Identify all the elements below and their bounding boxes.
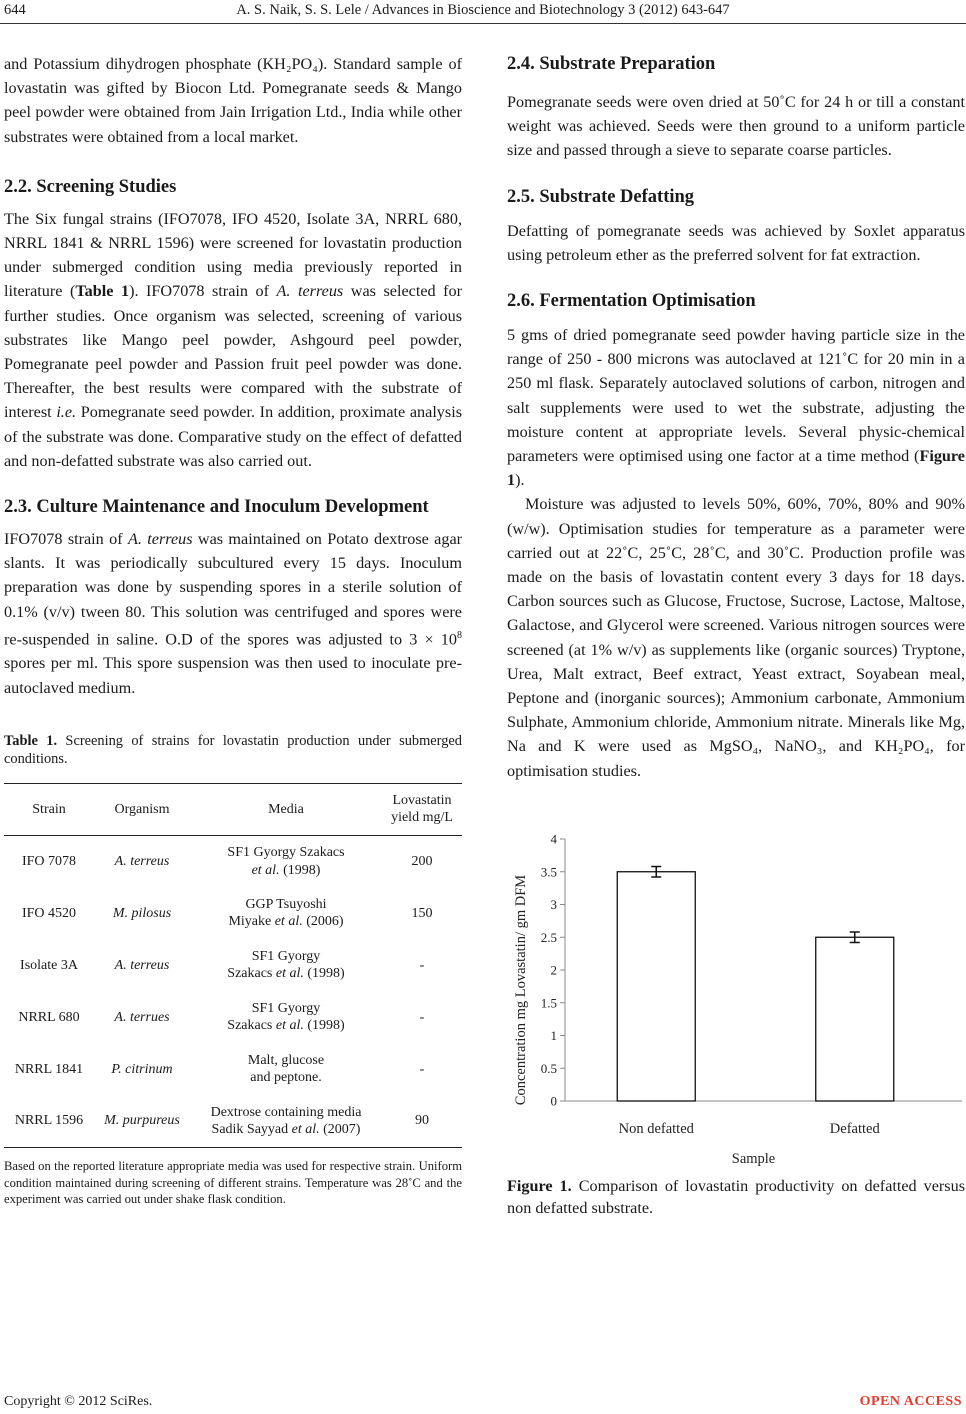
table-row: Isolate 3A A. terreus SF1 Gyorgy Szakacs et al. (1998) - (20, 948, 425, 982)
bar-defatted (816, 937, 894, 1101)
screening-paragraph: The Six fungal strains (IFO7078, IFO 4520, Isolate 3A, NRRL 680, NRRL 1841 & NRRL 1596) were screened for lovastatin production under submerged condition using media previously reported in literature (Table 1). IFO7078 strain of A. terreus was selected for further studies. Once organism was selected, screening of various substrates like Mango peel powder, Ashgourd peel powder, Pomegranate peel powder and Passion fruit peel powder was done. Thereafter, the best results were compared with the substrate of interest i.e. Pomegranate seed powder. In addition, proximate analysis of the substrate was done. Comparative study on the effect of defatted and non-defatted substrate was also carried out. (4, 209, 463, 470)
bar-chart-svg (507, 811, 965, 1171)
moisture-paragraph: Moisture was adjusted to levels 50%, 60%, 70%, 80% and 90% (w/w). Optimisation studies for temperature as a parameter were carried out at 22˚C, 25˚C, 28˚C, and 30˚C. Production profile was made on the basis of lovastatin content every 3 days for 18 days. Carbon sources such as Glucose, Fructose, Sucrose, Lactose, Maltose, Galactose, and Glycerol were screened. Various nitrogen sources were screened (at 1% w/v) as supplements like (organic sources) Tryptone, Urea, Malt extract, Beef extract, Yeast extract, Soyabean meal, Peptone and (inorganic sources); Ammonium carbonate, Ammonium Sulphate, Ammonium chloride, Ammonium nitrate. Minerals like Mg, Na and K were used as MgSO₄, NaNO₃, and KH₂PO₄, for optimisation studies. (507, 495, 965, 780)
right-column (507, 52, 965, 1219)
table-row: NRRL 1596 M. purpureus Dextrose containing media Sadik Sayyad et al. (2007) 90 (4, 1095, 462, 1147)
y-tick-label: 2 (550, 962, 557, 978)
header-rule (0, 23, 966, 24)
table-header-row (4, 783, 462, 835)
y-tick-label: 1 (550, 1027, 557, 1043)
fermentation-paragraph: 5 gms of dried pomegranate seed powder having particle size in the range of 250 - 800 microns was autoclaved at 121˚C for 20 min in a 250 ml flask. Separately autoclaved solutions of carbon, nitrogen and salt supplements were used to wet the substrate, adjusting the moisture content at appropriate levels. Several physic-chemical parameters were optimised using one factor at a time method (Figure 1). (507, 326, 965, 490)
culture-paragraph: IFO7078 strain of A. terreus was maintained on Potato dextrose agar slants. It was periodically subcultured every 15 days. Inoculum preparation was done by suspending spores in a sterile solution of 0.1% (v/v) tween 80. This solution was centrifuged and spores were re-suspended in saline. O.D of the spores was adjusted to $3 \times 10^8$ spores per ml. This spore suspension was then used to inoculate pre-autoclaved medium. (4, 530, 463, 697)
y-tick-label: 0.5 (540, 1060, 557, 1076)
table-row: IFO 4520 M. pilosus GGP Tsuyoshi Miyake et al. (2006) 150 (21, 896, 433, 930)
defatting-paragraph: Defatting of pomegranate seeds was achieved by Soxlet apparatus using petroleum ether as the preferred solvent for fat extraction. (507, 221, 965, 264)
substrate-heading: 2.4. Substrate Preparation (507, 54, 716, 74)
left-column (4, 52, 462, 1208)
figure-caption: Figure 1. Comparison of lovastatin productivity on defatted versus non defatted substrate. (507, 1176, 965, 1217)
defatting-heading: 2.5. Substrate Defatting (507, 186, 695, 207)
y-axis-title: Concentration mg Lovastatin/ gm DFM (513, 874, 529, 1106)
running-head (0, 0, 966, 24)
table-caption: Table 1. Screening of strains for lovastatin production under submerged conditions. (4, 732, 462, 768)
y-tick-label: 3 (550, 896, 557, 912)
figure-1-chart (507, 811, 965, 1171)
x-axis-title: Sample (731, 1150, 776, 1167)
culture-heading: 2.3. Culture Maintenance and Inoculum Development (4, 497, 429, 518)
x-category-label: Non defatted (618, 1120, 694, 1137)
y-tick-label: 0 (550, 1093, 557, 1109)
table-row: IFO 7078 A. terreus SF1 Gyorgy Szakacs et al. (1998) 200 (21, 845, 433, 878)
intro-paragraph: and Potassium dihydrogen phosphate (KH₂PO₄). Standard sample of lovastatin was gifted by Biocon Ltd. Pomegranate seeds & Mango peel powder were obtained from Jain Irrigation Ltd., India while other substrates were obtained from a local market. (4, 55, 462, 146)
col-header-strain: Strain (32, 801, 66, 817)
y-tick-label: 2.5 (540, 929, 557, 945)
col-header-media: Media (268, 801, 304, 817)
y-tick-label: 4 (550, 831, 557, 847)
copyright: Copyright © 2012 SciRes. (4, 1394, 153, 1409)
strain-table (4, 783, 462, 1148)
open-access-badge[interactable]: OPEN ACCESS (859, 1394, 962, 1409)
x-category-label: Defatted (829, 1120, 880, 1137)
table-1-ref[interactable]: Table 1 (75, 282, 130, 301)
page-footer (0, 1394, 966, 1414)
figure-1-ref[interactable]: Figure 1 (507, 447, 965, 490)
table-row: NRRL 1841 P. citrinum Malt, glucose and peptone. - (14, 1052, 425, 1086)
y-tick-label: 3.5 (540, 864, 557, 880)
y-tick-label: 1.5 (540, 995, 557, 1011)
page-number: 644 (4, 2, 26, 18)
table-note: Based on the reported literature appropriate media was used for respective strain. Uniform condition maintained during screening of different strains. Temperature was 28˚C and the experiment was carried out under shake flask condition. (4, 1158, 462, 1207)
bar-non-defatted (617, 872, 695, 1101)
col-header-organism: Organism (114, 801, 170, 817)
screening-heading: 2.2. Screening Studies (4, 176, 177, 197)
table-row: NRRL 680 A. terrues SF1 Gyorgy Szakacs et al. (1998) - (18, 1000, 425, 1034)
running-title: A. S. Naik, S. S. Lele / Advances in Bioscience and Biotechnology 3 (2012) 643-647 (236, 2, 730, 18)
fermentation-heading: 2.6. Fermentation Optimisation (507, 291, 756, 312)
col-header-yield: Lovastatin yield mg/L (391, 792, 453, 826)
substrate-paragraph: Pomegranate seeds were oven dried at 50˚C for 24 h or till a constant weight was achieved. Seeds were then ground to a uniform particle size and passed through a sieve to separate coarse particles. (507, 93, 965, 160)
